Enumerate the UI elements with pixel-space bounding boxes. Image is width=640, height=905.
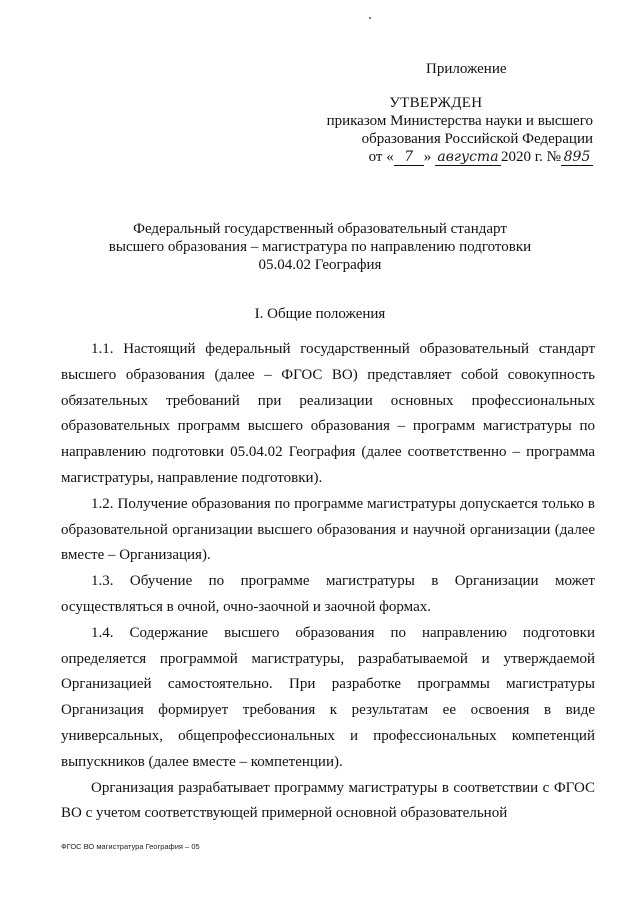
date-year: 2020 г. № xyxy=(500,149,561,165)
paragraph-1-4-continued: Организация разрабатывает программу магистратуры в соответствии с ФГОС ВО с учетом соответствующей примерной основной образовательной xyxy=(61,779,595,822)
document-title xyxy=(0,220,640,274)
order-line-2: образования Российской Федерации xyxy=(361,131,593,147)
order-date-line xyxy=(327,148,593,166)
paragraph-1-2: 1.2. Получение образования по программе магистратуры допускается только в образовательной организации высшего образования и научной организации (далее вместе – Организация). xyxy=(61,495,595,564)
date-day-handwritten: 7 xyxy=(394,150,424,166)
body-text xyxy=(61,337,595,827)
paragraph-1-3: 1.3. Обучение по программе магистратуры в Организации может осуществляться в очной, очно-заочной и заочной формах. xyxy=(61,573,595,615)
paragraph-1-4: 1.4. Содержание высшего образования по направлению подготовки определяется программой магистратуры, разрабатываемой и утверждаемой Организацией самостоятельно. При разработке программы магистратуры Организация формирует требования к результатам ее освоения в виде универсальных, общепрофессиональных и профессиональных компетенций выпускников (далее вместе – компетенции). xyxy=(61,624,595,770)
title-line-2: высшего образования – магистратура по направлению подготовки xyxy=(108,239,532,255)
paragraph-1-1: 1.1. Настоящий федеральный государственный образовательный стандарт высшего образования (далее – ФГОС ВО) представляет собой совокупность обязательных требований при реализации основных профессиональных образовательных программ высшего образования – программ магистратуры по направлению подготовки 05.04.02 География (далее соответственно – программа магистратуры, направление подготовки). xyxy=(61,341,595,486)
approval-block xyxy=(327,94,593,166)
appendix-label: Приложение xyxy=(426,61,507,77)
scan-speck xyxy=(369,17,371,19)
date-month-handwritten: августа xyxy=(435,150,501,166)
date-mid: » xyxy=(423,149,432,165)
order-line-1: приказом Министерства науки и высшего xyxy=(326,113,593,129)
order-number-handwritten: 895 xyxy=(561,150,593,166)
date-prefix: от « xyxy=(368,149,394,165)
page-footer: ФГОС ВО магистратура География – 05 xyxy=(61,842,200,851)
section-heading: I. Общие положения xyxy=(254,306,386,322)
title-line-1: Федеральный государственный образовательный стандарт xyxy=(133,221,507,237)
title-line-3: 05.04.02 География xyxy=(258,257,382,273)
approved-label: УТВЕРЖДЕН xyxy=(389,95,483,111)
